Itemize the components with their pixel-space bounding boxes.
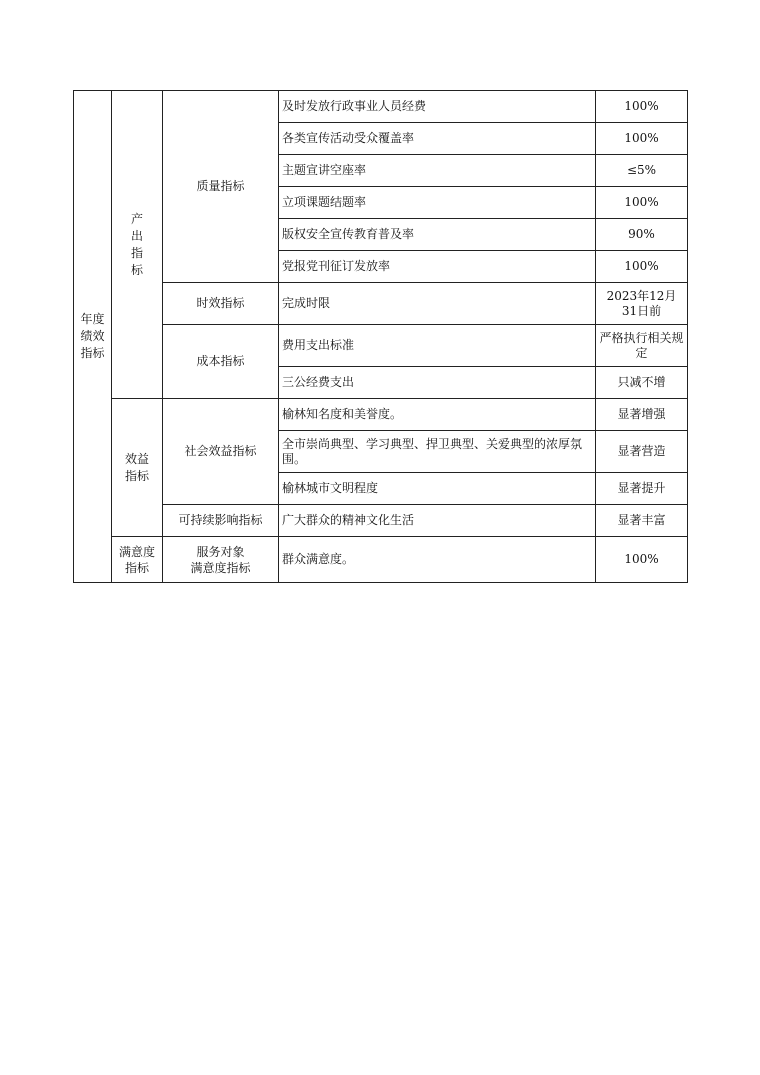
value-cell: 2023年12月31日前 bbox=[596, 283, 688, 325]
indicator-cell: 榆林城市文明程度 bbox=[279, 473, 596, 505]
level2-benefit-cell bbox=[112, 399, 163, 537]
value-cell: 显著增强 bbox=[596, 399, 688, 431]
level3-service-line2: 满意度指标 bbox=[190, 560, 251, 575]
value-cell: 100% bbox=[596, 537, 688, 583]
indicator-cell: 群众满意度。 bbox=[279, 537, 596, 583]
indicator-cell: 全市崇尚典型、学习典型、捍卫典型、关爱典型的浓厚氛围。 bbox=[279, 431, 596, 473]
level3-quality-cell: 质量指标 bbox=[163, 91, 279, 283]
level3-social-cell: 社会效益指标 bbox=[163, 399, 279, 505]
indicator-cell: 主题宣讲空座率 bbox=[279, 155, 596, 187]
value-cell: 100% bbox=[596, 91, 688, 123]
level2-satisfaction-label: 满意度指标 bbox=[118, 544, 155, 575]
table-row bbox=[74, 537, 688, 583]
indicator-cell: 费用支出标准 bbox=[279, 325, 596, 367]
level3-service-line1: 服务对象 bbox=[196, 544, 245, 559]
level2-output-label: 产出指标 bbox=[130, 211, 143, 277]
level3-service-cell bbox=[163, 537, 279, 583]
level2-output-cell bbox=[112, 91, 163, 399]
level1-cell bbox=[74, 91, 112, 583]
table-row bbox=[74, 505, 688, 537]
performance-indicator-table bbox=[73, 90, 688, 583]
value-cell: 显著提升 bbox=[596, 473, 688, 505]
table-row bbox=[74, 91, 688, 123]
table-row bbox=[74, 283, 688, 325]
indicator-cell: 榆林知名度和美誉度。 bbox=[279, 399, 596, 431]
indicator-cell: 三公经费支出 bbox=[279, 367, 596, 399]
indicator-cell: 党报党刊征订发放率 bbox=[279, 251, 596, 283]
level3-timeliness-cell: 时效指标 bbox=[163, 283, 279, 325]
indicator-cell: 完成时限 bbox=[279, 283, 596, 325]
value-cell: 只减不增 bbox=[596, 367, 688, 399]
indicator-cell: 各类宣传活动受众覆盖率 bbox=[279, 123, 596, 155]
value-cell: 显著营造 bbox=[596, 431, 688, 473]
level2-satisfaction-cell bbox=[112, 537, 163, 583]
value-cell: 100% bbox=[596, 251, 688, 283]
indicator-cell: 立项课题结题率 bbox=[279, 187, 596, 219]
indicator-cell: 及时发放行政事业人员经费 bbox=[279, 91, 596, 123]
level3-cost-cell: 成本指标 bbox=[163, 325, 279, 399]
value-cell: 100% bbox=[596, 123, 688, 155]
value-cell: 显著丰富 bbox=[596, 505, 688, 537]
level1-label: 年度绩效指标 bbox=[80, 312, 105, 360]
table-row bbox=[74, 325, 688, 367]
indicator-cell: 版权安全宣传教育普及率 bbox=[279, 219, 596, 251]
value-cell: 100% bbox=[596, 187, 688, 219]
value-cell: 严格执行相关规定 bbox=[596, 325, 688, 367]
value-cell: ≤5% bbox=[596, 155, 688, 187]
level3-sustainable-cell: 可持续影响指标 bbox=[163, 505, 279, 537]
value-cell: 90% bbox=[596, 219, 688, 251]
table-row bbox=[74, 399, 688, 431]
level2-benefit-label: 效益指标 bbox=[124, 451, 149, 483]
indicator-cell: 广大群众的精神文化生活 bbox=[279, 505, 596, 537]
